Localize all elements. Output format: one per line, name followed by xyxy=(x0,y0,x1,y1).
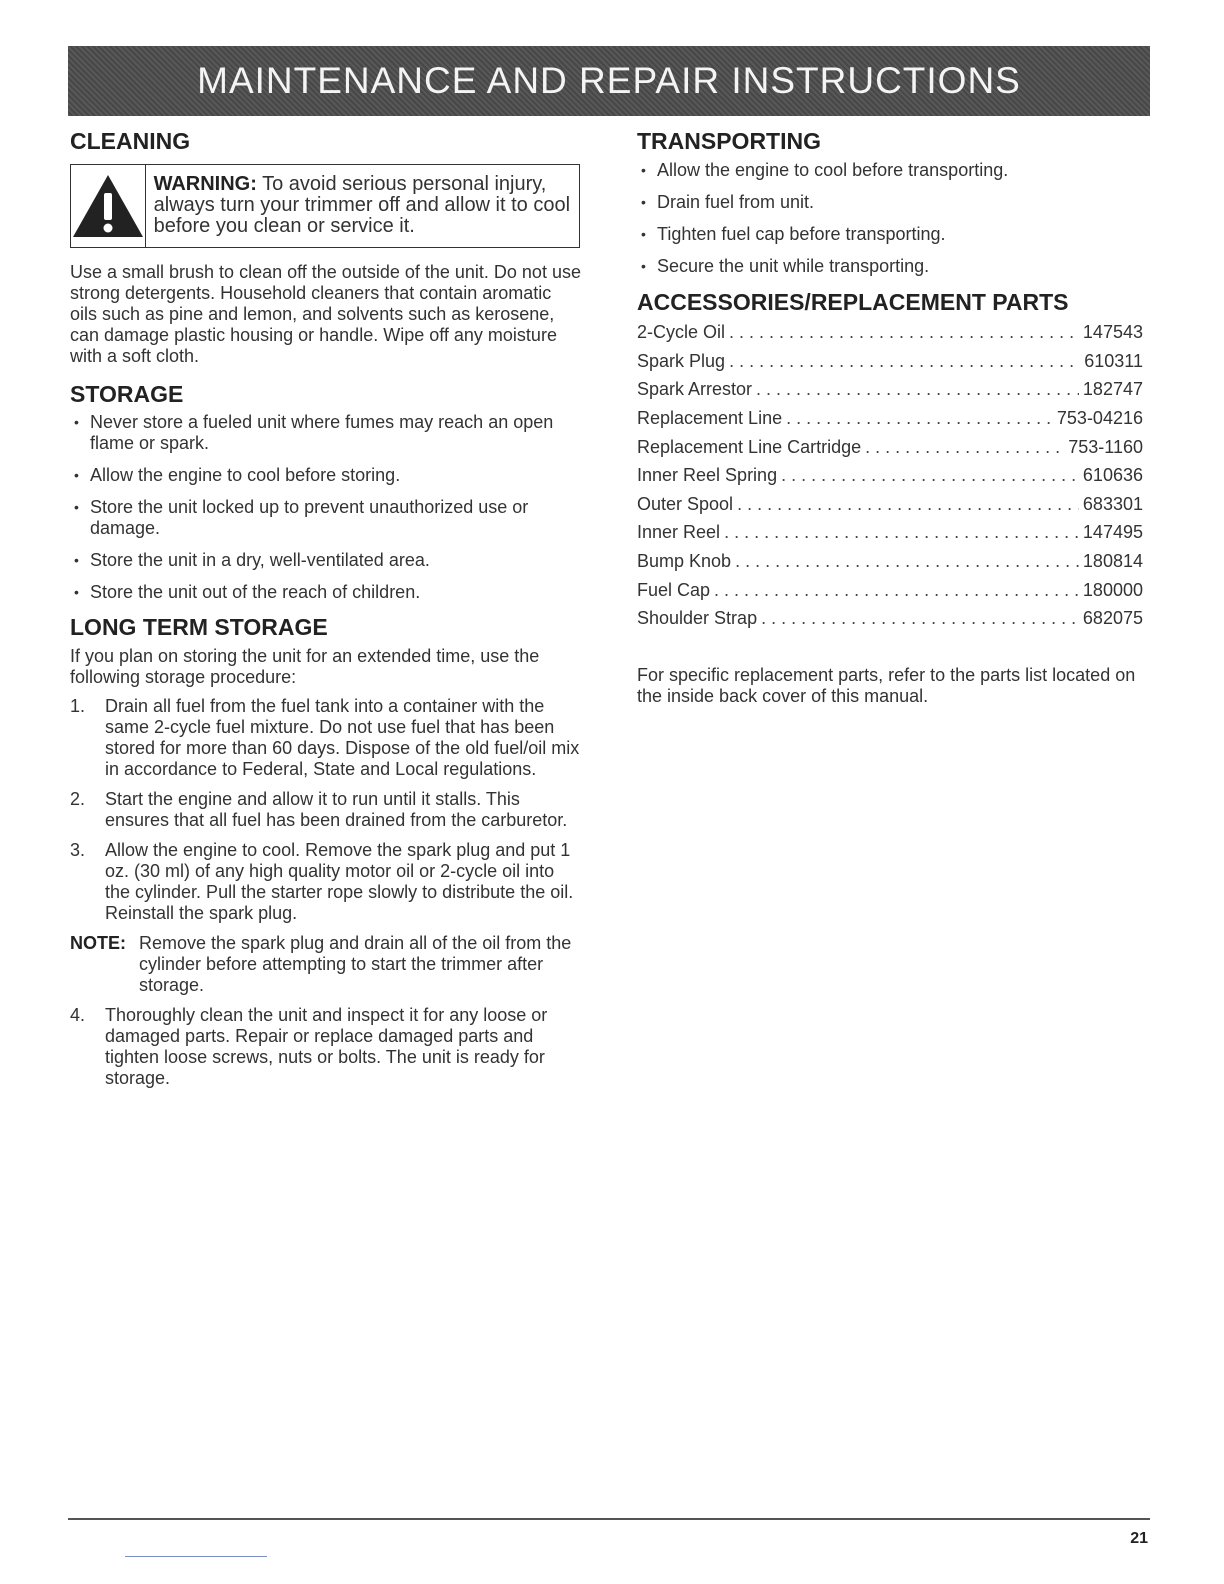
transporting-list xyxy=(637,160,1143,277)
list-item: • Secure the unit while transporting. xyxy=(637,256,1143,277)
long-term-storage-intro: If you plan on storing the unit for an extended time, use the following storage procedure: xyxy=(70,645,540,687)
list-item xyxy=(70,840,582,924)
part-number: 682075 xyxy=(1082,608,1143,629)
decorative-line xyxy=(125,1556,267,1557)
dot-leader xyxy=(729,322,1079,343)
list-item: • Never store a fueled unit where fumes may reach an open flame or spark. xyxy=(70,412,582,454)
part-number: 180000 xyxy=(1082,579,1143,600)
part-row xyxy=(637,379,1143,408)
page-header-banner xyxy=(68,46,1150,116)
part-row xyxy=(637,551,1143,580)
part-row xyxy=(637,408,1143,437)
part-row xyxy=(637,608,1143,637)
step-number: 1. xyxy=(70,695,86,716)
part-number: 147495 xyxy=(1082,522,1143,543)
dot-leader xyxy=(737,494,1079,515)
part-name: Inner Reel xyxy=(637,522,721,543)
list-item xyxy=(70,1005,582,1089)
part-name: Shoulder Strap xyxy=(637,608,758,629)
cleaning-body: Use a small brush to clean off the outside of the unit. Do not use strong detergents. Household cleaners that contain aromatic oils such as pine and lemon, and solvents such as kerosene, can damage plastic housing or handle. Wipe off any moisture with a soft cloth. xyxy=(70,261,581,366)
dot-leader xyxy=(724,522,1079,543)
step-number: 3. xyxy=(70,839,86,860)
note-label: NOTE: xyxy=(70,932,126,953)
dot-leader xyxy=(781,465,1079,486)
storage-steps-continued xyxy=(70,1005,582,1089)
part-row xyxy=(637,322,1143,351)
list-item: • Store the unit out of the reach of children. xyxy=(70,582,582,603)
part-name: 2-Cycle Oil xyxy=(637,322,726,343)
step-text: Thoroughly clean the unit and inspect it for any loose or damaged parts. Repair or replace damaged parts and tighten loose screws, nuts or bolts. The unit is ready for storage. xyxy=(105,1004,548,1088)
part-number: 147543 xyxy=(1082,322,1143,343)
part-number: 610311 xyxy=(1084,350,1143,371)
part-name: Spark Plug xyxy=(637,350,726,371)
note-text: Remove the spark plug and drain all of the oil from the cylinder before attempting to start the trimmer after storage. xyxy=(139,932,572,995)
warning-message xyxy=(146,174,579,237)
right-column xyxy=(637,128,1143,707)
part-row xyxy=(637,580,1143,609)
dot-leader xyxy=(865,437,1064,458)
storage-list xyxy=(70,412,582,603)
part-name: Replacement Line xyxy=(637,407,783,428)
step-number: 2. xyxy=(70,788,86,809)
parts-list xyxy=(637,322,1143,637)
note xyxy=(70,933,582,996)
list-item: • Allow the engine to cool before storing. xyxy=(70,465,582,486)
part-number: 610636 xyxy=(1082,465,1143,486)
part-number: 753-1160 xyxy=(1068,436,1143,457)
storage-heading: STORAGE xyxy=(70,380,184,407)
part-name: Inner Reel Spring xyxy=(637,465,778,486)
list-item xyxy=(70,696,582,780)
part-name: Bump Knob xyxy=(637,550,732,571)
dot-leader xyxy=(735,551,1079,572)
dot-leader xyxy=(756,379,1079,400)
dot-leader xyxy=(761,608,1079,629)
dot-leader xyxy=(714,580,1079,601)
part-name: Outer Spool xyxy=(637,493,734,514)
left-column xyxy=(70,128,582,1098)
step-text: Start the engine and allow it to run until it stalls. This ensures that all fuel has been drained from the carburetor. xyxy=(105,788,568,830)
dot-leader xyxy=(729,351,1080,372)
transporting-heading: TRANSPORTING xyxy=(637,128,821,154)
part-number: 180814 xyxy=(1082,550,1143,571)
step-text: Drain all fuel from the fuel tank into a container with the same 2-cycle fuel mixture. Do not use fuel that has been stored for more than 60 days. Dispose of the old fuel/oil mix in accordance to Federal, State and Local regulations. xyxy=(105,695,580,779)
list-item: • Tighten fuel cap before transporting. xyxy=(637,224,1143,245)
part-name: Spark Arrestor xyxy=(637,379,753,400)
list-item: • Store the unit locked up to prevent unauthorized use or damage. xyxy=(70,497,582,539)
accessories-heading: ACCESSORIES/REPLACEMENT PARTS xyxy=(637,288,1069,315)
part-row xyxy=(637,465,1143,494)
part-name: Fuel Cap xyxy=(637,579,711,600)
list-item: • Allow the engine to cool before transporting. xyxy=(637,160,1143,181)
page-number: 21 xyxy=(1130,1530,1148,1547)
step-number: 4. xyxy=(70,1004,86,1025)
dot-leader xyxy=(786,408,1053,429)
list-item xyxy=(70,789,582,831)
part-row xyxy=(637,494,1143,523)
part-number: 683301 xyxy=(1082,493,1143,514)
parts-footnote: For specific replacement parts, refer to the parts list located on the inside back cover of this manual. xyxy=(637,664,1136,706)
footer-rule xyxy=(68,1518,1150,1520)
warning-icon xyxy=(71,165,145,247)
step-text: Allow the engine to cool. Remove the spark plug and put 1 oz. (30 ml) of any high quality motor oil or 2-cycle oil into the cylinder. Pull the starter rope slowly to distribute the oil. Reinstall the spark plug. xyxy=(105,839,574,923)
part-row xyxy=(637,522,1143,551)
warning-text: To avoid serious personal injury, always turn your trimmer off and allow it to cool before you clean or service it. xyxy=(153,173,571,238)
warning-box xyxy=(70,164,580,248)
part-number: 182747 xyxy=(1082,379,1143,400)
part-number: 753-04216 xyxy=(1056,407,1143,428)
part-row xyxy=(637,351,1143,380)
part-row xyxy=(637,437,1143,466)
list-item: • Store the unit in a dry, well-ventilated area. xyxy=(70,550,582,571)
page-title: MAINTENANCE AND REPAIR INSTRUCTIONS xyxy=(197,60,1021,101)
list-item: • Drain fuel from unit. xyxy=(637,192,1143,213)
cleaning-heading: CLEANING xyxy=(70,128,191,154)
storage-steps xyxy=(70,696,582,924)
long-term-storage-heading: LONG TERM STORAGE xyxy=(70,614,328,641)
part-name: Replacement Line Cartridge xyxy=(637,436,862,457)
warning-label: WARNING: xyxy=(153,173,257,196)
